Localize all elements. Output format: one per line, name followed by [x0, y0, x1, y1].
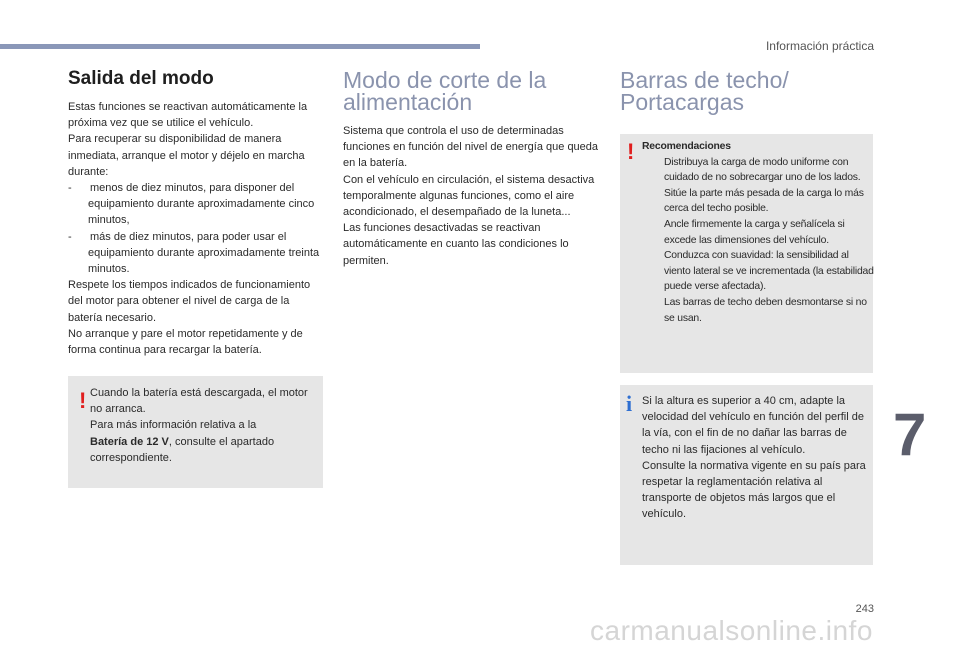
paragraph: Respete los tiempos indicados de funcionamiento del motor para obtener el nivel de carga de la batería necesario. [68, 279, 311, 324]
list-item: Sitúe la parte más pesada de la carga lo más cerca del techo posible. [664, 187, 864, 215]
list-item: - menos de diez minutos, para disponer del equipamiento durante aproximadamente cinco minutos, [68, 182, 315, 227]
section-title: Información práctica [765, 39, 874, 53]
warning-box-recommendations [620, 134, 873, 373]
recommendations-list [642, 139, 874, 326]
warning-icon: ! [627, 139, 635, 164]
warning-box-battery [68, 376, 323, 488]
recommendations-heading: Recomendaciones [642, 141, 731, 152]
paragraph: Estas funciones se reactivan automáticamente la próxima vez que se utilice el vehículo. [68, 101, 308, 130]
page-number: 243 [855, 603, 874, 615]
list-item: Ancle firmemente la carga y señalícela si excede las dimensiones del vehículo. [664, 218, 845, 246]
paragraph: Con el vehículo en circulación, el sistema desactiva temporalmente algunas funciones, como el aire acondicionado, el desempañado de la luneta... [343, 173, 595, 219]
watermark: carmanualsonline.info [590, 615, 873, 646]
paragraph: No arranque y pare el motor repetidamente y de forma continua para recargar la batería. [68, 327, 303, 357]
col1-body [68, 99, 324, 358]
info-box-roof-height [620, 385, 873, 565]
heading-barras-de-techo: Barras de techo/ Portacargas [620, 67, 789, 115]
info-text: Si la altura es superior a 40 cm, adapte la velocidad del vehículo en función del perfil de la vía, con el fin de no dañar las barras de techo ni las fijaciones al vehículo. Consulte la normativa vigente en su país para respetar la reglamentación relativa al transporte de objetos más largos que el vehículo. [642, 395, 866, 521]
header-accent-bar [0, 44, 480, 49]
col2-body [343, 123, 599, 269]
list-item: Distribuya la carga de modo uniforme con cuidado de no sobrecargar uno de los lados. [664, 156, 861, 184]
list-item: Conduzca con suavidad: la sensibilidad al viento lateral se ve incrementada (la estabilidad puede verse afectada). [664, 250, 874, 293]
warning-text: Cuando la batería está descargada, el motor no arranca. Para más información relativa a la Batería de 12 V, consulte el apartado correspondiente. [90, 387, 308, 464]
warning-icon: ! [79, 388, 87, 413]
info-icon: i [626, 391, 633, 416]
chapter-number: 7 [893, 401, 927, 468]
heading-salida-del-modo: Salida del modo [68, 68, 214, 89]
paragraph: Sistema que controla el uso de determinadas funciones en función del nivel de energía que queda en la batería. [343, 125, 599, 170]
list-item: Las barras de techo deben desmontarse si no se usan. [664, 296, 867, 324]
heading-modo-de-corte: Modo de corte de la alimentación [343, 67, 547, 115]
paragraph: Para recuperar su disponibilidad de manera inmediata, arranque el motor y déjelo en marcha durante: [68, 133, 305, 178]
paragraph: Las funciones desactivadas se reactivan automáticamente en cuanto las condiciones lo permiten. [343, 222, 569, 267]
list-item: - más de diez minutos, para poder usar el equipamiento durante aproximadamente treinta minutos. [68, 230, 320, 276]
